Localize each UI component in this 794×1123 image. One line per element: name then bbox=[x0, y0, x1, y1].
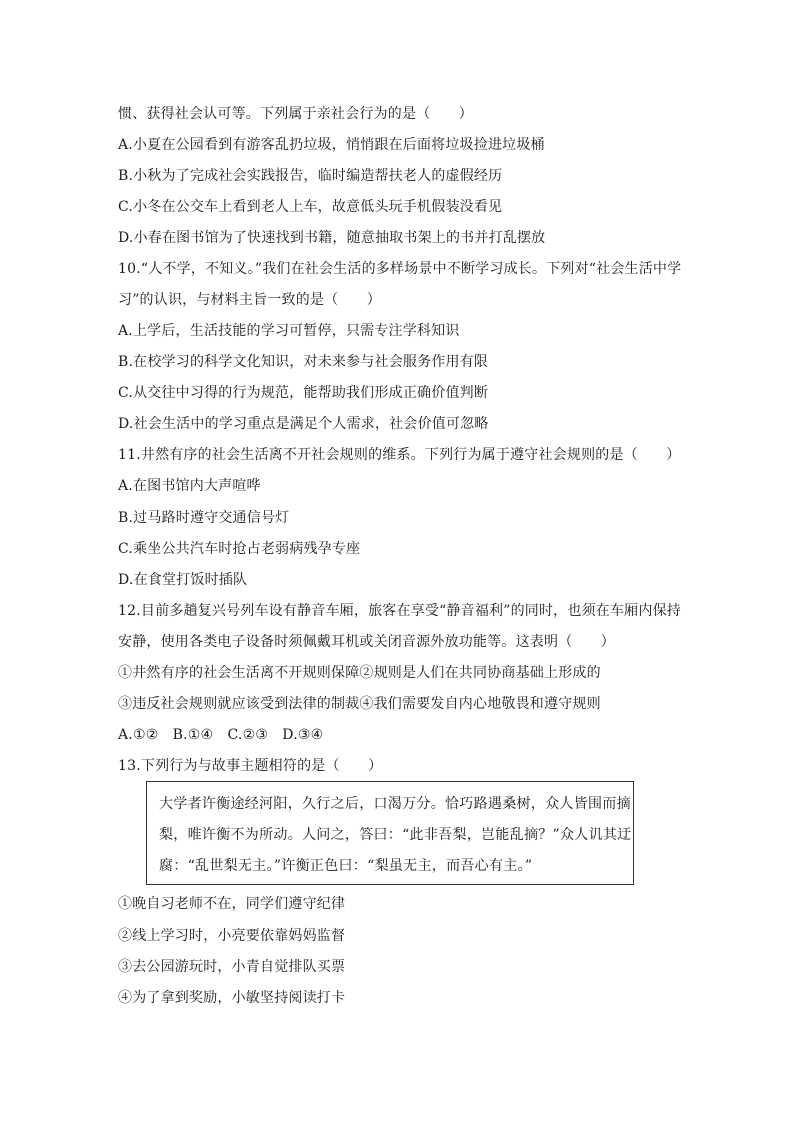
q11-option-c: C.乘坐公共汽车时抢占老弱病残孕专座 bbox=[118, 541, 361, 557]
q13-statement-1: ①晚自习老师不在，同学们遵守纪律 bbox=[118, 896, 346, 912]
q12-statements-1-2: ①井然有序的社会生活离不开规则保障②规则是人们在共同协商基础上形成的 bbox=[118, 665, 601, 681]
q13-statement-3: ③去公园游玩时，小青自觉排队买票 bbox=[118, 959, 346, 975]
q9-option-b: B.小秋为了完成社会实践报告，临时编造帮扶老人的虚假经历 bbox=[118, 168, 503, 184]
q13-story-box bbox=[146, 781, 634, 885]
q12-stem-line1: 12.目前多趟复兴号列车设有静音车厢，旅客在享受“静音福利”的同时，也须在车厢内保持 bbox=[118, 603, 681, 619]
q10-stem-line1: 10.“人不学，不知义。”我们在社会生活的多样场景中不断学习成长。下列对“社会生活中学 bbox=[118, 261, 682, 277]
q12-statements-3-4: ③违反社会规则就应该受到法律的制裁④我们需要发自内心地敬畏和遵守规则 bbox=[118, 696, 601, 712]
q10-stem-line2: 习”的认识，与材料主旨一致的是（ ） bbox=[118, 292, 381, 308]
q11-option-a: A.在图书馆内大声喧哗 bbox=[118, 478, 261, 494]
q10-option-b: B.在校学习的科学文化知识，对未来参与社会服务作用有限 bbox=[118, 354, 489, 370]
story-line-2: 梨，唯许衡不为所动。人问之，答曰：“此非吾梨，岂能乱摘？”众人讥其迂 bbox=[159, 827, 632, 843]
q9-option-c: C.小冬在公交车上看到老人上车，故意低头玩手机假装没看见 bbox=[118, 199, 503, 215]
q13-stem: 13.下列行为与故事主题相符的是（ ） bbox=[118, 758, 383, 774]
q11-option-d: D.在食堂打饭时插队 bbox=[118, 572, 248, 588]
story-line-3: 腐：“乱世梨无主。”许衡正色曰：“梨虽无主，而吾心有主。” bbox=[159, 858, 533, 874]
q9-option-d: D.小春在图书馆为了快速找到书籍，随意抽取书架上的书并打乱摆放 bbox=[118, 230, 546, 246]
q9-stem-continuation: 惯、获得社会认可等。下列属于亲社会行为的是（ ） bbox=[118, 106, 473, 122]
q12-stem-line2: 安静，使用各类电子设备时须佩戴耳机或关闭音源外放功能等。这表明（ ） bbox=[118, 634, 615, 650]
q12-options: A.①② B.①④ C.②③ D.③④ bbox=[118, 727, 324, 743]
q10-option-d: D.社会生活中的学习重点是满足个人需求，社会价值可忽略 bbox=[118, 416, 489, 432]
q11-option-b: B.过马路时遵守交通信号灯 bbox=[118, 510, 290, 526]
q10-option-a: A.上学后，生活技能的学习可暂停，只需专注学科知识 bbox=[118, 323, 460, 339]
q11-stem: 11.井然有序的社会生活离不开社会规则的维系。下列行为属于遵守社会规则的是（ ） bbox=[118, 447, 681, 463]
q10-option-c: C.从交往中习得的行为规范，能帮助我们形成正确价值判断 bbox=[118, 385, 489, 401]
story-line-1: 大学者许衡途经河阳，久行之后，口渴万分。恰巧路遇桑树，众人皆围而摘 bbox=[159, 796, 631, 812]
q9-option-a: A.小夏在公园看到有游客乱扔垃圾，悄悄跟在后面将垃圾捡进垃圾桶 bbox=[118, 137, 545, 153]
q13-statement-4: ④为了拿到奖励，小敏坚持阅读打卡 bbox=[118, 990, 346, 1006]
q13-statement-2: ②线上学习时，小亮要依靠妈妈监督 bbox=[118, 928, 346, 944]
